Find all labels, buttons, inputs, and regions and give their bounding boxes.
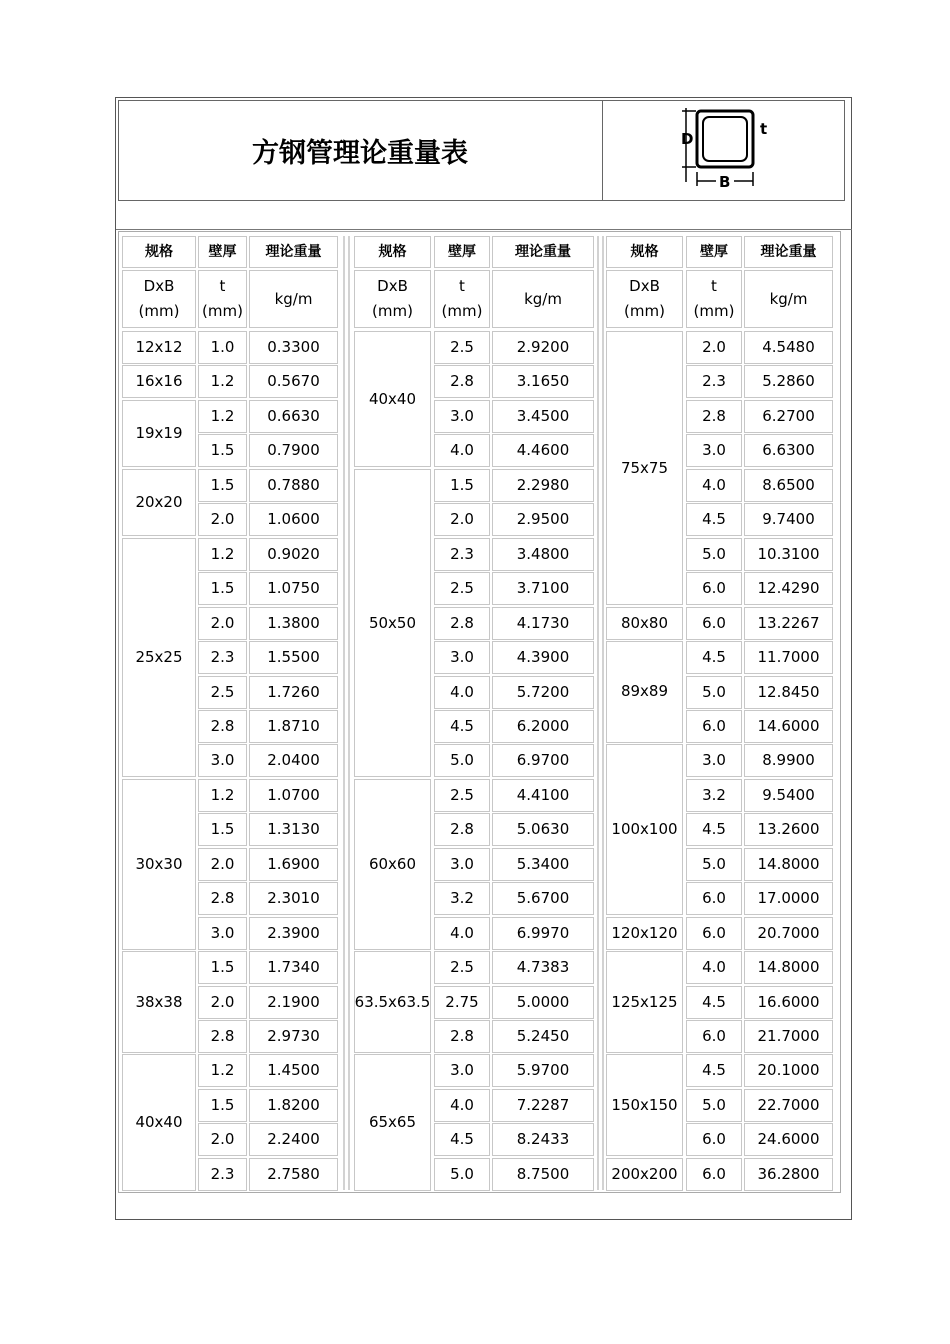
weight-cell: 3.4800 bbox=[492, 538, 594, 571]
thickness-cell: 3.0 bbox=[434, 1054, 490, 1087]
thickness-cell: 4.5 bbox=[434, 1123, 490, 1156]
weight-cell: 2.0400 bbox=[249, 744, 338, 777]
thickness-cell: 1.5 bbox=[198, 572, 247, 605]
weight-cell: 4.7383 bbox=[492, 951, 594, 984]
thickness-cell: 1.5 bbox=[434, 469, 490, 502]
weight-cell: 2.2400 bbox=[249, 1123, 338, 1156]
weight-cell: 1.4500 bbox=[249, 1054, 338, 1087]
size-cell: 40x40 bbox=[354, 331, 431, 467]
header-spec: 规格 bbox=[122, 236, 196, 268]
thickness-cell: 3.0 bbox=[686, 744, 742, 777]
size-cell: 19x19 bbox=[122, 400, 196, 467]
size-cell: 89x89 bbox=[606, 641, 683, 743]
thickness-cell: 3.2 bbox=[686, 779, 742, 812]
weight-cell: 4.3900 bbox=[492, 641, 594, 674]
weight-cell: 11.7000 bbox=[744, 641, 833, 674]
divider-line bbox=[116, 229, 852, 230]
header-weight-unit: kg/m bbox=[744, 270, 833, 328]
thickness-cell: 2.3 bbox=[686, 365, 742, 398]
block-separator bbox=[343, 236, 345, 1190]
square-tube-diagram bbox=[676, 104, 772, 196]
weight-cell: 0.7880 bbox=[249, 469, 338, 502]
thickness-cell: 6.0 bbox=[686, 917, 742, 950]
thickness-cell: 2.5 bbox=[434, 951, 490, 984]
thickness-cell: 1.2 bbox=[198, 779, 247, 812]
thickness-cell: 2.3 bbox=[434, 538, 490, 571]
thickness-cell: 4.0 bbox=[434, 434, 490, 467]
thickness-cell: 6.0 bbox=[686, 710, 742, 743]
page-title: 方钢管理论重量表 bbox=[252, 138, 468, 169]
thickness-cell: 6.0 bbox=[686, 607, 742, 640]
thickness-cell: 2.5 bbox=[434, 779, 490, 812]
weight-cell: 21.7000 bbox=[744, 1020, 833, 1053]
weight-cell: 1.6900 bbox=[249, 848, 338, 881]
weight-cell: 2.9500 bbox=[492, 503, 594, 536]
thickness-cell: 4.0 bbox=[686, 469, 742, 502]
thickness-cell: 1.2 bbox=[198, 538, 247, 571]
header-weight: 理论重量 bbox=[744, 236, 833, 268]
weight-cell: 8.2433 bbox=[492, 1123, 594, 1156]
thickness-cell: 2.75 bbox=[434, 986, 490, 1019]
weight-cell: 1.0700 bbox=[249, 779, 338, 812]
block-separator bbox=[602, 236, 604, 1190]
header-thickness-unit: t (mm) bbox=[434, 270, 490, 328]
weight-cell: 6.9700 bbox=[492, 744, 594, 777]
weight-cell: 2.9730 bbox=[249, 1020, 338, 1053]
weight-cell: 14.8000 bbox=[744, 848, 833, 881]
thickness-cell: 2.0 bbox=[198, 1123, 247, 1156]
weight-cell: 1.8200 bbox=[249, 1089, 338, 1122]
thickness-cell: 1.2 bbox=[198, 1054, 247, 1087]
size-cell: 60x60 bbox=[354, 779, 431, 950]
thickness-cell: 5.0 bbox=[686, 538, 742, 571]
weight-cell: 1.0750 bbox=[249, 572, 338, 605]
weight-cell: 4.4600 bbox=[492, 434, 594, 467]
thickness-cell: 6.0 bbox=[686, 882, 742, 915]
size-cell: 12x12 bbox=[122, 331, 196, 364]
thickness-cell: 3.0 bbox=[434, 848, 490, 881]
thickness-cell: 4.5 bbox=[434, 710, 490, 743]
thickness-cell: 5.0 bbox=[686, 1089, 742, 1122]
header-thickness: 壁厚 bbox=[434, 236, 490, 268]
thickness-cell: 1.5 bbox=[198, 434, 247, 467]
thickness-cell: 2.8 bbox=[434, 813, 490, 846]
thickness-cell: 5.0 bbox=[686, 676, 742, 709]
thickness-cell: 4.0 bbox=[686, 951, 742, 984]
header-spec-unit: DxB (mm) bbox=[122, 270, 196, 328]
thickness-cell: 2.8 bbox=[198, 1020, 247, 1053]
weight-cell: 2.1900 bbox=[249, 986, 338, 1019]
weight-cell: 22.7000 bbox=[744, 1089, 833, 1122]
thickness-cell: 4.5 bbox=[686, 1054, 742, 1087]
thickness-cell: 2.0 bbox=[434, 503, 490, 536]
thickness-cell: 4.5 bbox=[686, 986, 742, 1019]
weight-cell: 4.5480 bbox=[744, 331, 833, 364]
weight-cell: 20.7000 bbox=[744, 917, 833, 950]
weight-cell: 14.8000 bbox=[744, 951, 833, 984]
size-cell: 120x120 bbox=[606, 917, 683, 950]
header-spec-unit: DxB (mm) bbox=[606, 270, 683, 328]
header-thickness: 壁厚 bbox=[686, 236, 742, 268]
weight-cell: 36.2800 bbox=[744, 1158, 833, 1191]
weight-cell: 3.4500 bbox=[492, 400, 594, 433]
thickness-cell: 4.5 bbox=[686, 503, 742, 536]
weight-cell: 1.8710 bbox=[249, 710, 338, 743]
header-thickness-unit: t (mm) bbox=[686, 270, 742, 328]
weight-cell: 4.4100 bbox=[492, 779, 594, 812]
thickness-cell: 5.0 bbox=[686, 848, 742, 881]
weight-cell: 6.2000 bbox=[492, 710, 594, 743]
thickness-cell: 2.8 bbox=[434, 607, 490, 640]
weight-cell: 1.0600 bbox=[249, 503, 338, 536]
weight-cell: 8.9900 bbox=[744, 744, 833, 777]
thickness-cell: 5.0 bbox=[434, 744, 490, 777]
weight-cell: 1.3800 bbox=[249, 607, 338, 640]
size-cell: 50x50 bbox=[354, 469, 431, 778]
thickness-cell: 2.0 bbox=[198, 848, 247, 881]
weight-cell: 6.6300 bbox=[744, 434, 833, 467]
thickness-cell: 2.8 bbox=[198, 882, 247, 915]
thickness-cell: 4.0 bbox=[434, 917, 490, 950]
weight-cell: 5.2860 bbox=[744, 365, 833, 398]
thickness-cell: 4.5 bbox=[686, 813, 742, 846]
weight-cell: 5.9700 bbox=[492, 1054, 594, 1087]
weight-cell: 0.5670 bbox=[249, 365, 338, 398]
size-cell: 100x100 bbox=[606, 744, 683, 915]
diagram-label-t: t bbox=[760, 120, 768, 138]
thickness-cell: 2.0 bbox=[198, 986, 247, 1019]
thickness-cell: 6.0 bbox=[686, 1123, 742, 1156]
weight-cell: 16.6000 bbox=[744, 986, 833, 1019]
weight-cell: 8.6500 bbox=[744, 469, 833, 502]
weight-cell: 1.7340 bbox=[249, 951, 338, 984]
size-cell: 20x20 bbox=[122, 469, 196, 536]
thickness-cell: 2.8 bbox=[686, 400, 742, 433]
weight-cell: 10.3100 bbox=[744, 538, 833, 571]
thickness-cell: 2.0 bbox=[198, 503, 247, 536]
weight-cell: 14.6000 bbox=[744, 710, 833, 743]
thickness-cell: 6.0 bbox=[686, 1020, 742, 1053]
header-spec: 规格 bbox=[606, 236, 683, 268]
thickness-cell: 1.0 bbox=[198, 331, 247, 364]
weight-cell: 2.2980 bbox=[492, 469, 594, 502]
weight-cell: 0.9020 bbox=[249, 538, 338, 571]
thickness-cell: 2.5 bbox=[434, 331, 490, 364]
thickness-cell: 3.0 bbox=[686, 434, 742, 467]
weight-cell: 0.7900 bbox=[249, 434, 338, 467]
thickness-cell: 2.8 bbox=[434, 365, 490, 398]
weight-cell: 2.3900 bbox=[249, 917, 338, 950]
size-cell: 25x25 bbox=[122, 538, 196, 778]
thickness-cell: 2.8 bbox=[434, 1020, 490, 1053]
thickness-cell: 3.2 bbox=[434, 882, 490, 915]
block-separator bbox=[597, 236, 599, 1190]
diagram-label-d: D bbox=[681, 130, 694, 148]
thickness-cell: 1.5 bbox=[198, 951, 247, 984]
weight-cell: 7.2287 bbox=[492, 1089, 594, 1122]
weight-cell: 5.2450 bbox=[492, 1020, 594, 1053]
thickness-cell: 3.0 bbox=[434, 641, 490, 674]
thickness-cell: 3.0 bbox=[198, 744, 247, 777]
weight-cell: 3.1650 bbox=[492, 365, 594, 398]
header-weight: 理论重量 bbox=[249, 236, 338, 268]
size-cell: 125x125 bbox=[606, 951, 683, 1053]
thickness-cell: 3.0 bbox=[434, 400, 490, 433]
weight-cell: 5.3400 bbox=[492, 848, 594, 881]
thickness-cell: 1.5 bbox=[198, 813, 247, 846]
thickness-cell: 1.2 bbox=[198, 400, 247, 433]
size-cell: 80x80 bbox=[606, 607, 683, 640]
thickness-cell: 1.5 bbox=[198, 469, 247, 502]
size-cell: 16x16 bbox=[122, 365, 196, 398]
title-divider bbox=[602, 100, 603, 201]
weight-cell: 24.6000 bbox=[744, 1123, 833, 1156]
thickness-cell: 2.5 bbox=[198, 676, 247, 709]
header-spec-unit: DxB (mm) bbox=[354, 270, 431, 328]
thickness-cell: 2.3 bbox=[198, 1158, 247, 1191]
header-weight: 理论重量 bbox=[492, 236, 594, 268]
weight-cell: 2.9200 bbox=[492, 331, 594, 364]
size-cell: 38x38 bbox=[122, 951, 196, 1053]
size-cell: 200x200 bbox=[606, 1158, 683, 1191]
thickness-cell: 1.2 bbox=[198, 365, 247, 398]
weight-cell: 12.4290 bbox=[744, 572, 833, 605]
thickness-cell: 2.5 bbox=[434, 572, 490, 605]
weight-cell: 2.7580 bbox=[249, 1158, 338, 1191]
header-thickness-unit: t (mm) bbox=[198, 270, 247, 328]
thickness-cell: 4.5 bbox=[686, 641, 742, 674]
thickness-cell: 2.0 bbox=[686, 331, 742, 364]
square-tube-icon bbox=[676, 104, 772, 196]
thickness-cell: 2.3 bbox=[198, 641, 247, 674]
weight-cell: 1.5500 bbox=[249, 641, 338, 674]
weight-cell: 13.2600 bbox=[744, 813, 833, 846]
weight-cell: 6.2700 bbox=[744, 400, 833, 433]
weight-cell: 5.0630 bbox=[492, 813, 594, 846]
weight-cell: 4.1730 bbox=[492, 607, 594, 640]
size-cell: 65x65 bbox=[354, 1054, 431, 1190]
thickness-cell: 4.0 bbox=[434, 676, 490, 709]
header-spec: 规格 bbox=[354, 236, 431, 268]
size-cell: 75x75 bbox=[606, 331, 683, 605]
weight-cell: 0.3300 bbox=[249, 331, 338, 364]
thickness-cell: 6.0 bbox=[686, 572, 742, 605]
weight-cell: 9.7400 bbox=[744, 503, 833, 536]
weight-cell: 3.7100 bbox=[492, 572, 594, 605]
thickness-cell: 1.5 bbox=[198, 1089, 247, 1122]
thickness-cell: 3.0 bbox=[198, 917, 247, 950]
thickness-cell: 4.0 bbox=[434, 1089, 490, 1122]
size-cell: 40x40 bbox=[122, 1054, 196, 1190]
weight-cell: 1.7260 bbox=[249, 676, 338, 709]
size-cell: 63.5x63.5 bbox=[354, 951, 431, 1053]
thickness-cell: 5.0 bbox=[434, 1158, 490, 1191]
thickness-cell: 6.0 bbox=[686, 1158, 742, 1191]
weight-cell: 5.0000 bbox=[492, 986, 594, 1019]
weight-cell: 12.8450 bbox=[744, 676, 833, 709]
diagram-label-b: B bbox=[719, 173, 731, 191]
weight-cell: 8.7500 bbox=[492, 1158, 594, 1191]
size-cell: 150x150 bbox=[606, 1054, 683, 1156]
weight-cell: 0.6630 bbox=[249, 400, 338, 433]
weight-cell: 1.3130 bbox=[249, 813, 338, 846]
thickness-cell: 2.8 bbox=[198, 710, 247, 743]
header-thickness: 壁厚 bbox=[198, 236, 247, 268]
block-separator bbox=[348, 236, 350, 1190]
size-cell: 30x30 bbox=[122, 779, 196, 950]
weight-cell: 17.0000 bbox=[744, 882, 833, 915]
weight-cell: 13.2267 bbox=[744, 607, 833, 640]
weight-cell: 6.9970 bbox=[492, 917, 594, 950]
weight-cell: 20.1000 bbox=[744, 1054, 833, 1087]
weight-cell: 5.7200 bbox=[492, 676, 594, 709]
header-weight-unit: kg/m bbox=[492, 270, 594, 328]
thickness-cell: 2.0 bbox=[198, 607, 247, 640]
weight-cell: 5.6700 bbox=[492, 882, 594, 915]
header-weight-unit: kg/m bbox=[249, 270, 338, 328]
weight-cell: 9.5400 bbox=[744, 779, 833, 812]
weight-cell: 2.3010 bbox=[249, 882, 338, 915]
